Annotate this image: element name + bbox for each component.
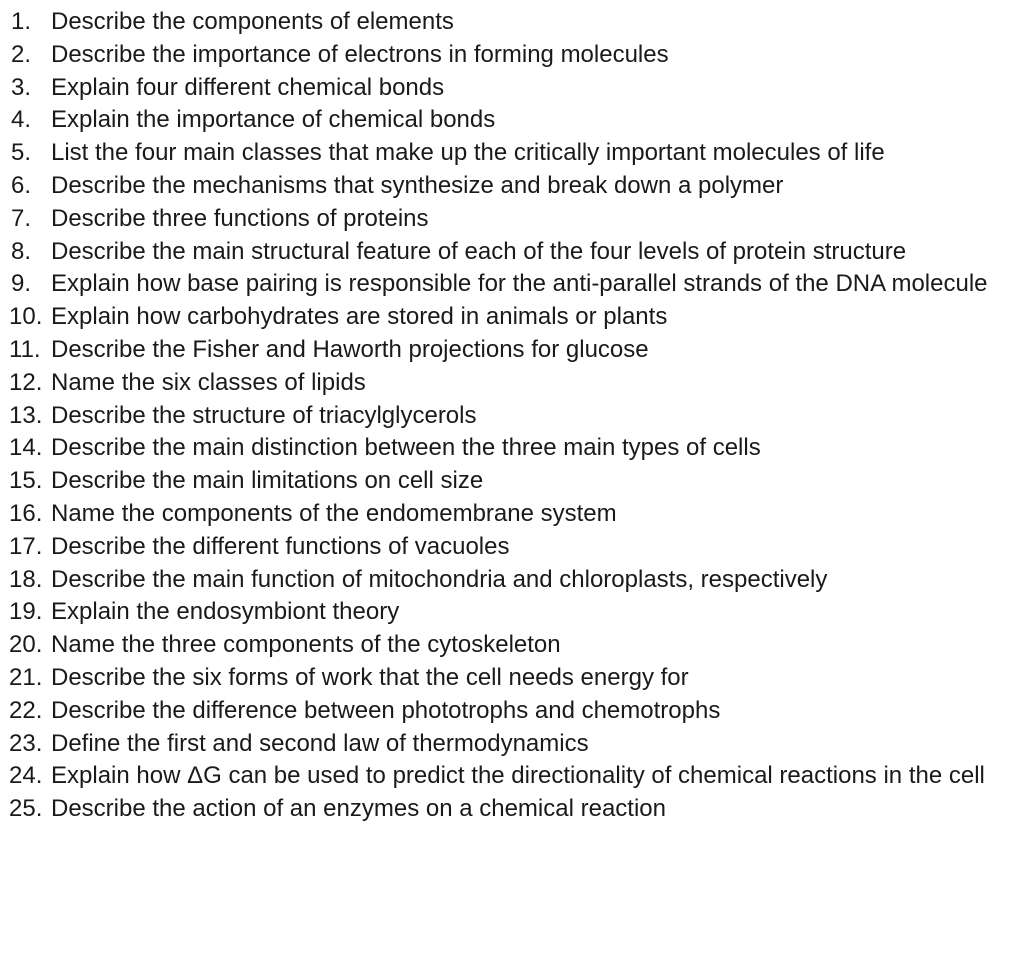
- item-number: 24.: [9, 762, 43, 790]
- item-number: 17.: [9, 532, 43, 560]
- list-item: [0, 531, 1024, 564]
- item-number: 4.: [11, 106, 32, 134]
- list-item: [0, 465, 1024, 498]
- list-item: [0, 662, 1024, 695]
- item-text: Explain the importance of chemical bonds: [51, 106, 496, 134]
- list-item: [0, 301, 1024, 334]
- item-text: Describe the importance of electrons in forming molecules: [51, 40, 669, 68]
- list-item: [0, 104, 1024, 137]
- item-text: Describe three functions of proteins: [51, 204, 429, 232]
- list-item: [0, 236, 1024, 269]
- item-number: 12.: [9, 368, 43, 396]
- list-item: [0, 137, 1024, 170]
- item-number: 7.: [11, 204, 32, 232]
- list-item: [0, 596, 1024, 629]
- item-number: 18.: [9, 565, 43, 593]
- item-text: Define the first and second law of thermodynamics: [51, 729, 589, 757]
- list-item: [0, 6, 1024, 39]
- item-text: Explain how ΔG can be used to predict the directionality of chemical reactions in the cell: [51, 762, 985, 790]
- item-text: Explain four different chemical bonds: [51, 73, 445, 101]
- item-text: Name the six classes of lipids: [51, 368, 366, 396]
- list-item: [0, 203, 1024, 236]
- list-item: [0, 629, 1024, 662]
- item-text: Describe the main limitations on cell size: [51, 467, 484, 495]
- item-number: 23.: [9, 729, 43, 757]
- item-number: 16.: [9, 499, 43, 527]
- item-number: 25.: [9, 795, 43, 823]
- document-page: [0, 6, 1024, 958]
- list-item: [0, 728, 1024, 761]
- item-number: 8.: [11, 237, 32, 265]
- list-item: [0, 334, 1024, 367]
- item-number: 3.: [11, 73, 32, 101]
- list-item: [0, 695, 1024, 728]
- item-text: Explain how base pairing is responsible for the anti-parallel strands of the DNA molecule: [51, 270, 988, 298]
- item-text: Describe the different functions of vacuoles: [51, 532, 510, 560]
- item-number: 10.: [9, 303, 43, 331]
- item-text: Describe the difference between phototrophs and chemotrophs: [51, 696, 721, 724]
- item-text: Explain how carbohydrates are stored in animals or plants: [51, 303, 668, 331]
- item-number: 21.: [9, 663, 43, 691]
- item-text: List the four main classes that make up the critically important molecules of life: [51, 139, 885, 167]
- list-item: [0, 498, 1024, 531]
- list-item: [0, 268, 1024, 301]
- item-text: Describe the main structural feature of each of the four levels of protein structure: [51, 237, 907, 265]
- list-item: [0, 39, 1024, 72]
- learning-objectives-list: [0, 6, 1024, 826]
- list-item: [0, 400, 1024, 433]
- list-item: [0, 793, 1024, 826]
- list-item: [0, 170, 1024, 203]
- item-number: 1.: [11, 8, 32, 35]
- item-text: Describe the components of elements: [51, 8, 454, 35]
- item-text: Describe the action of an enzymes on a chemical reaction: [51, 795, 666, 823]
- list-item: [0, 564, 1024, 597]
- list-item: [0, 760, 1024, 793]
- item-text: Describe the main distinction between the three main types of cells: [51, 434, 761, 462]
- item-number: 14.: [9, 434, 43, 462]
- item-number: 13.: [9, 401, 43, 429]
- list-item: [0, 72, 1024, 105]
- item-text: Explain the endosymbiont theory: [51, 598, 400, 626]
- item-number: 5.: [11, 139, 32, 167]
- item-text: Name the three components of the cytoskeleton: [51, 631, 561, 659]
- item-number: 9.: [11, 270, 32, 298]
- item-text: Describe the six forms of work that the cell needs energy for: [51, 663, 689, 691]
- item-text: Describe the main function of mitochondria and chloroplasts, respectively: [51, 565, 828, 593]
- item-number: 11.: [9, 335, 41, 363]
- item-number: 15.: [9, 467, 43, 495]
- list-item: [0, 367, 1024, 400]
- item-text: Describe the Fisher and Haworth projections for glucose: [51, 335, 649, 363]
- item-text: Describe the mechanisms that synthesize and break down a polymer: [51, 171, 784, 199]
- item-number: 2.: [11, 40, 32, 68]
- item-number: 22.: [9, 696, 43, 724]
- item-text: Name the components of the endomembrane system: [51, 499, 617, 527]
- item-number: 20.: [9, 631, 43, 659]
- item-number: 6.: [11, 171, 32, 199]
- item-number: 19.: [9, 598, 43, 626]
- item-text: Describe the structure of triacylglycerols: [51, 401, 477, 429]
- list-item: [0, 432, 1024, 465]
